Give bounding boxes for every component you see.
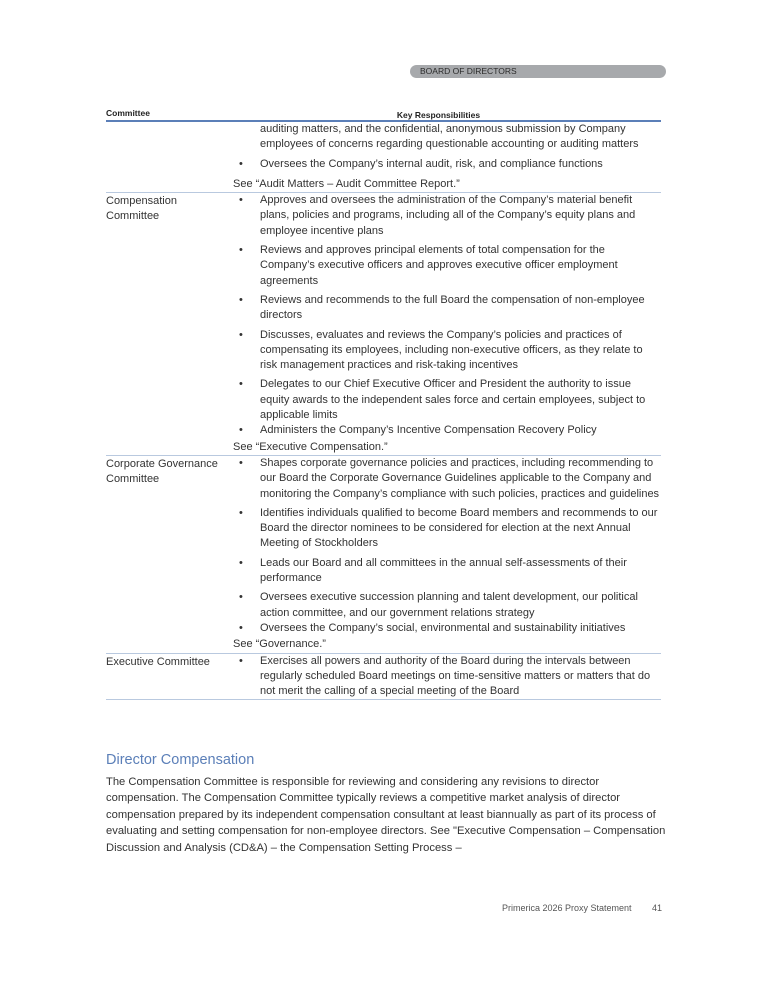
bullet-icon: • [239,194,243,207]
table-header [106,108,661,122]
body-paragraph: The Compensation Committee is responsible for reviewing and considering any revisions to director compensation. The Compensation Committee typically reviews a competitive market analysis of director compensation prepared by its independent compensation consultant at least biannually as part of its process of evaluating and setting compensation for non-employee directors. See "Executive Compensation – Compensation Discussion and Analysis (CD&A) – the Compensation Setting Process – [106,776,666,854]
bullet-icon: • [239,424,243,437]
bullet-icon: • [239,328,243,341]
list-item: • Discusses, evaluates and reviews the Company’s policies and practices of compensating its employees, including non-executive officers, as they relate to risk management practices and risk-taking incentives [239,328,643,372]
table-row-audit-continued [106,122,661,193]
bullet-icon: • [239,157,243,170]
responsibilities [233,122,661,192]
page-number: 41 [652,903,663,913]
table-row-compensation [106,193,661,456]
committee-name: Corporate Governance Committee [106,457,218,486]
list-item: • Oversees the Company’s internal audit, risk, and compliance functions [233,157,661,172]
responsibilities [233,193,661,455]
committee-name: Executive Committee [106,655,210,668]
see-reference: See “Executive Compensation.” [233,440,388,453]
table-row-executive [106,654,661,701]
list-item: • Exercises all powers and authority of the Board during the intervals between regularly scheduled Board meetings on time-sensitive matters or matters that do not merit the calling of a special meeting of the Board [239,654,651,698]
table-row-corporate-governance [106,456,661,654]
footer-title: Primerica 2026 Proxy Statement [502,903,632,913]
list-item: • Shapes corporate governance policies and practices, including recommending to our Board the Corporate Governance Guidelines applicable to the Company and monitoring the Company’s compliance with such policies, practices and guidelines [239,456,660,500]
committee-table [106,108,661,700]
list-item: • Leads our Board and all committees in the annual self-assessments of their performance [239,556,627,585]
responsibilities [233,654,661,700]
responsibilities [233,456,661,653]
list-item: • Delegates to our Chief Executive Officer and President the authority to issue equity awards to the independent sales force and certain employees, subject to applicable limits [239,378,646,422]
section-heading: Director Compensation [106,752,255,768]
bullet-icon: • [239,378,243,391]
bullet-icon: • [239,244,243,257]
bullet-icon: • [239,456,243,469]
list-item: • Oversees executive succession planning and talent development, our political action committee, and our government relations strategy [239,591,638,619]
bullet-icon: • [239,293,243,306]
bullet-icon: • [239,591,243,604]
list-item: • Identifies individuals qualified to become Board members and recommends to our Board the director nominees to be considered for election at the next Annual Meeting of Stockholders [239,506,658,550]
bullet-icon: • [239,556,243,569]
section-header-tab [410,65,666,78]
column-header-committee: Committee [106,108,150,118]
see-reference: See “Governance.” [233,638,326,651]
bullet-icon: • [239,654,243,667]
see-reference: See “Audit Matters – Audit Committee Report.” [233,177,460,190]
list-item: • Reviews and approves principal elements of total compensation for the Company’s executive officers and approves executive officer employment agreements [239,244,618,287]
list-item: • Approves and oversees the administration of the Company’s material benefit plans, policies and programs, including all of the Company’s equity plans and employee incentive plans [239,194,636,237]
bullet-icon: • [239,621,243,634]
section-label: BOARD OF DIRECTORS [420,66,517,76]
list-item: • Reviews and recommends to the full Board the compensation of non-employee directors [239,293,645,322]
committee-name: Compensation Committee [106,195,177,223]
continued-text: auditing matters, and the confidential, anonymous submission by Company employees of concerns regarding questionable accounting or auditing matters [260,123,639,151]
bullet-icon: • [239,506,243,519]
list-item: • Administers the Company’s Incentive Compensation Recovery Policy [233,423,661,438]
committee-name [106,122,233,192]
column-header-responsibilities: Key Responsibilities [396,110,481,120]
list-item: • Oversees the Company’s social, environmental and sustainability initiatives [233,621,661,636]
